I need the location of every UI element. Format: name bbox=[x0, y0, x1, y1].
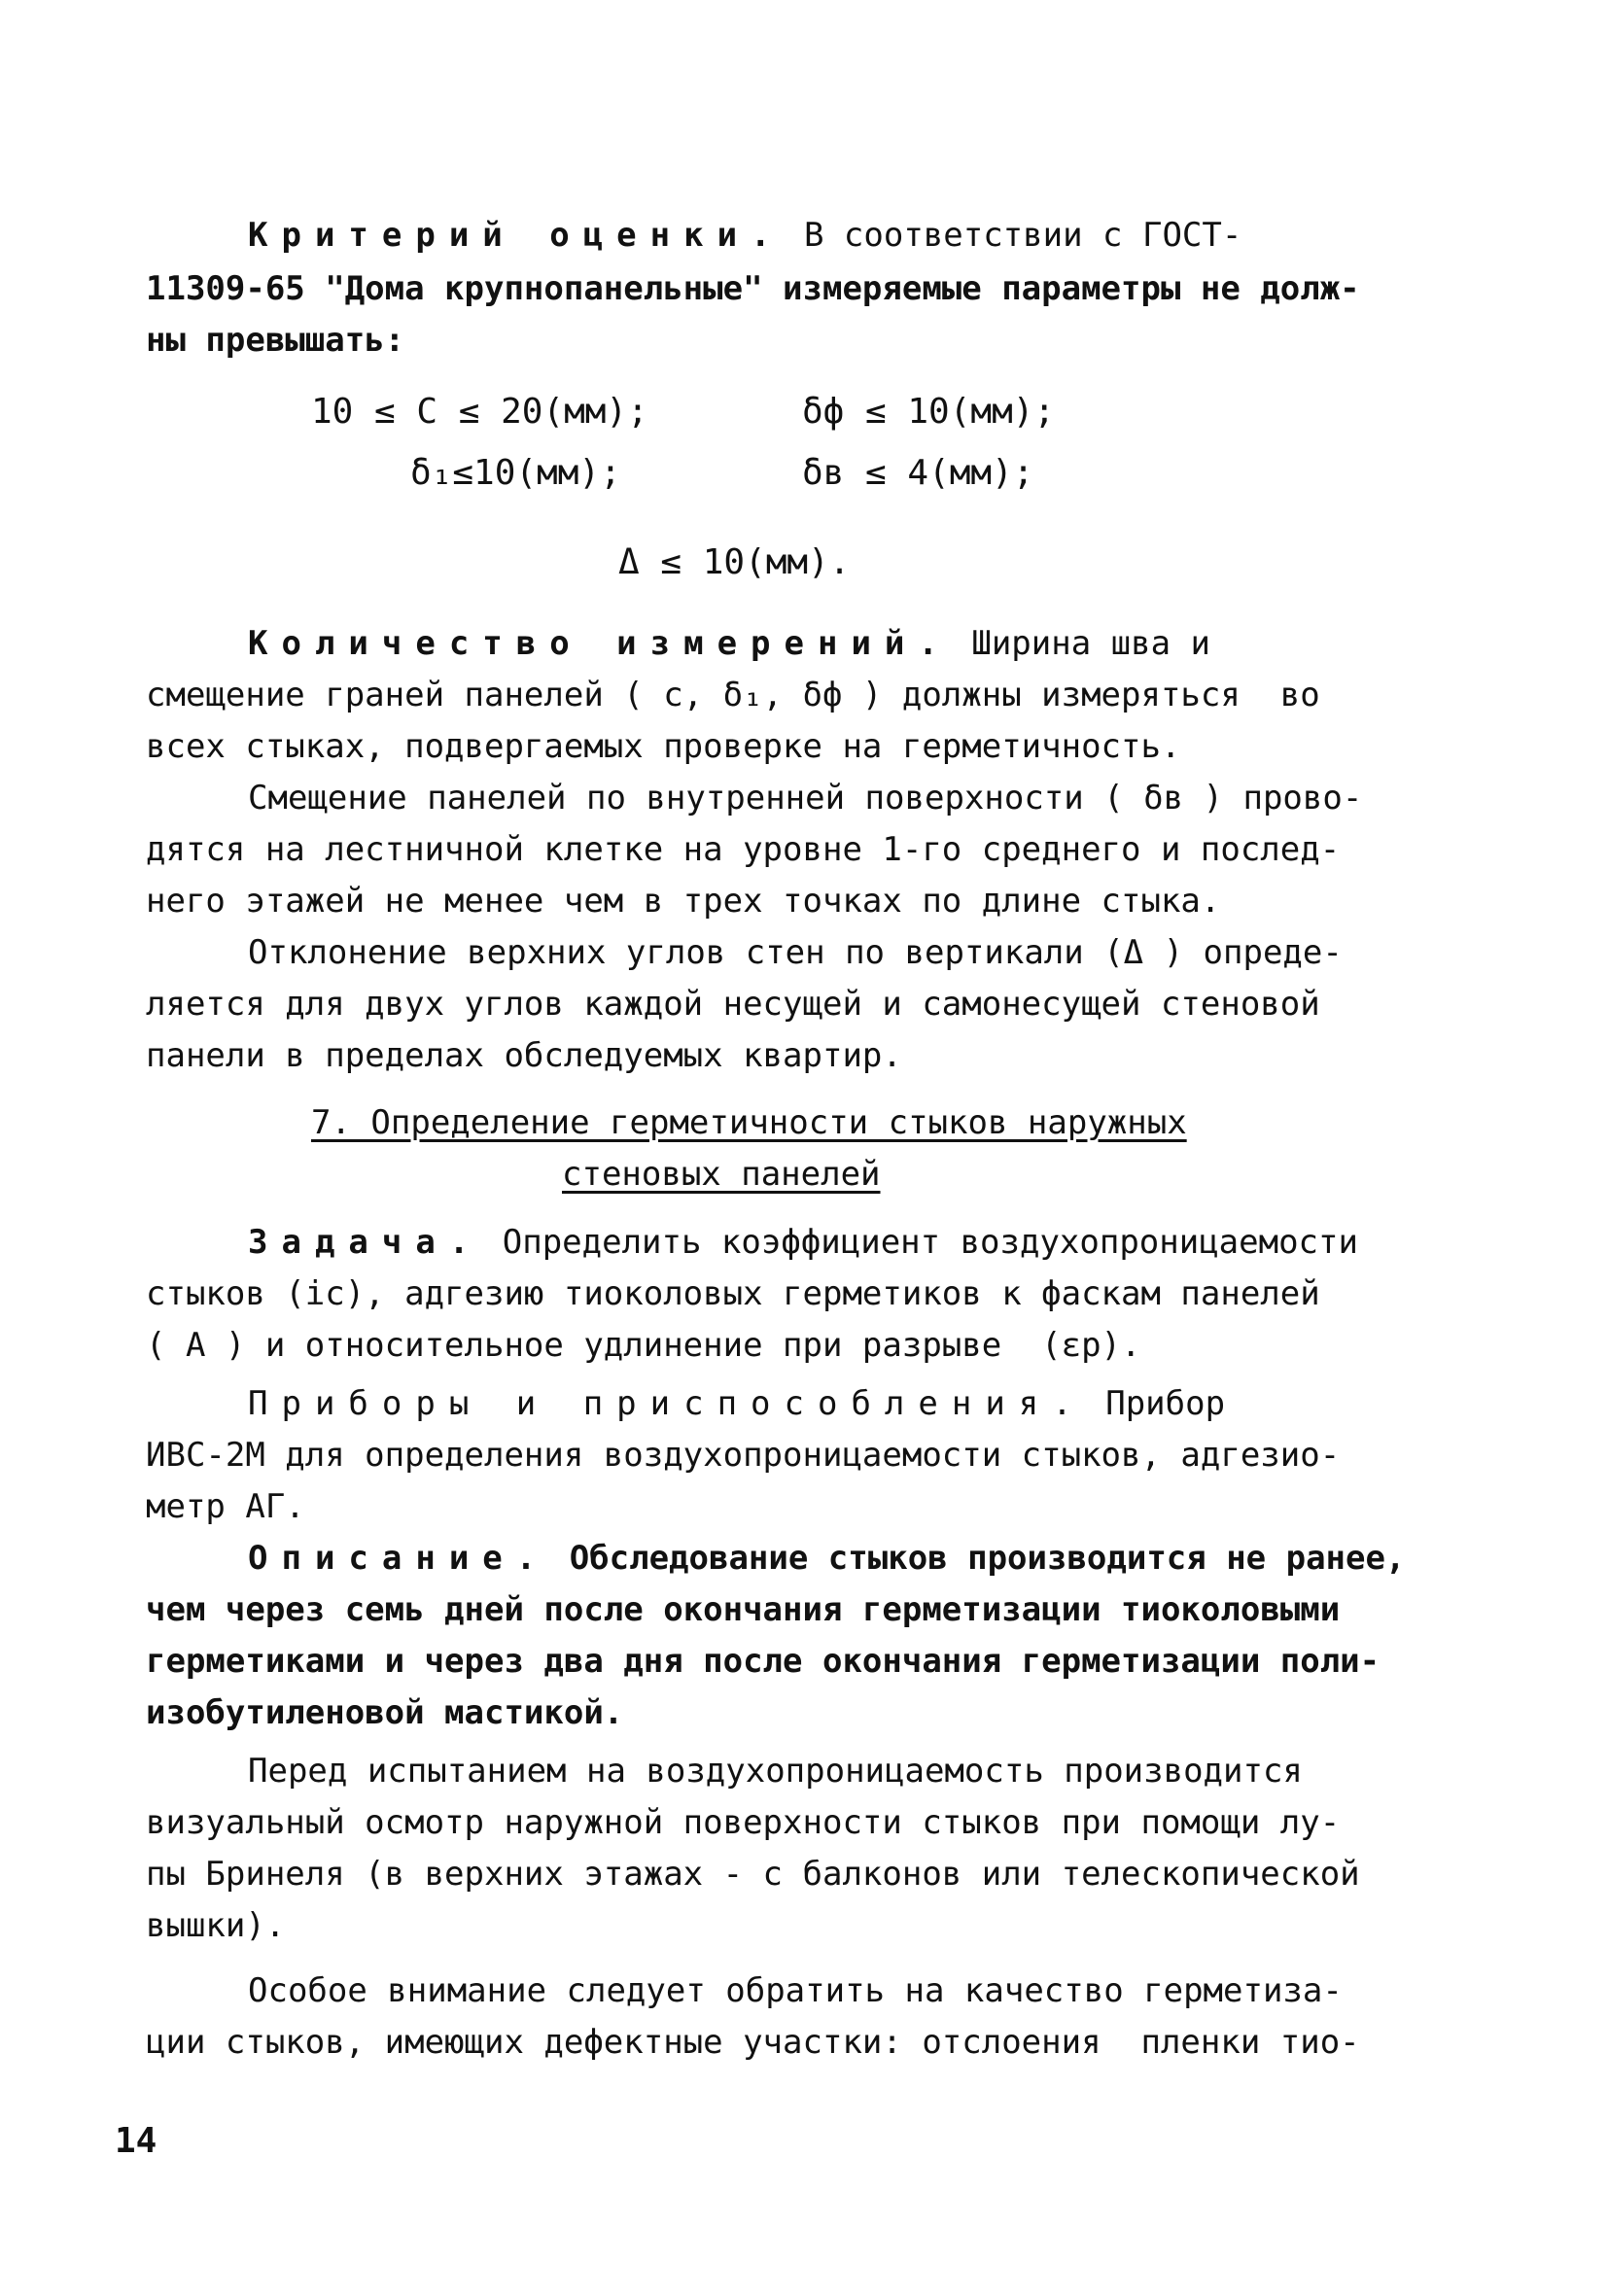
formula-face-offset: δф ≤ 10(мм); bbox=[802, 392, 1056, 432]
description-line-1 bbox=[248, 1539, 1405, 1578]
section-heading-line-2: стеновых панелей bbox=[562, 1155, 881, 1194]
criteria-text: В соответствии с ГОСТ- bbox=[784, 216, 1242, 255]
inspection-line-2: визуальный осмотр наружной поверхности стыков при помощи лу- bbox=[146, 1803, 1341, 1842]
attention-line-1: Особое внимание следует обратить на качество герметиза- bbox=[248, 1971, 1343, 2010]
measurements-p3-line-3: панели в пределах обследуемых квартир. bbox=[146, 1036, 902, 1075]
criteria-line-3: ны превышать: bbox=[146, 321, 405, 360]
devices-line-3: метр АГ. bbox=[146, 1487, 305, 1526]
description-text: Обследование стыков производится не ранее, bbox=[549, 1539, 1406, 1578]
measurements-line-3: всех стыках, подвергаемых проверке на герметичность. bbox=[146, 727, 1181, 766]
task-term: Задача. bbox=[248, 1223, 483, 1262]
devices-line-1 bbox=[248, 1384, 1225, 1423]
devices-line-2: ИВС-2М для определения воздухопроницаемости стыков, адгезио- bbox=[146, 1436, 1341, 1475]
measurements-p2-line-1: Смещение панелей по внутренней поверхности ( δв ) прово- bbox=[248, 779, 1363, 818]
formula-joint-width: 10 ≤ С ≤ 20(мм); bbox=[311, 392, 648, 432]
measurements-term: Количество измерений. bbox=[248, 624, 952, 663]
measurements-p3-line-1: Отклонение верхних углов стен по вертикали (Δ ) опреде- bbox=[248, 933, 1343, 972]
inspection-line-3: пы Бринеля (в верхних этажах - с балконов или телескопической bbox=[146, 1855, 1360, 1894]
task-line-3: ( А ) и относительное удлинение при разрыве (εр). bbox=[146, 1326, 1141, 1365]
measurements-p2-line-3: него этажей не менее чем в трех точках по длине стыка. bbox=[146, 882, 1221, 921]
criteria-term: Критерий оценки. bbox=[248, 216, 785, 255]
formula-vertical-deviation: Δ ≤ 10(мм). bbox=[618, 542, 851, 582]
inspection-line-4: вышки). bbox=[146, 1906, 286, 1945]
devices-text: Прибор bbox=[1085, 1384, 1226, 1423]
task-line-2: стыков (iс), адгезию тиоколовых герметиков к фаскам панелей bbox=[146, 1274, 1320, 1313]
page-number: 14 bbox=[115, 2121, 157, 2161]
measurements-line-1 bbox=[248, 624, 1210, 663]
description-line-2: чем через семь дней после окончания герметизации тиоколовыми bbox=[146, 1590, 1341, 1629]
devices-term: Приборы и приспособления. bbox=[248, 1384, 1086, 1423]
criteria-line-1 bbox=[248, 216, 1241, 255]
criteria-line-2: 11309-65 "Дома крупнопанельные" измеряемые параметры не долж- bbox=[146, 269, 1360, 308]
measurements-p2-line-2: дятся на лестничной клетке на уровне 1-го среднего и послед- bbox=[146, 830, 1341, 869]
task-line-1 bbox=[248, 1223, 1358, 1262]
description-term: Описание. bbox=[248, 1539, 550, 1578]
inspection-line-1: Перед испытанием на воздухопроницаемость производится bbox=[248, 1752, 1303, 1791]
task-text: Определить коэффициент воздухопроницаемости bbox=[482, 1223, 1358, 1262]
measurements-line-2: смещение граней панелей ( с, δ₁, δф ) должны измеряться во bbox=[146, 676, 1320, 714]
measurements-text: Ширина шва и bbox=[951, 624, 1210, 663]
section-heading-line-1: 7. Определение герметичности стыков наружных bbox=[311, 1103, 1187, 1142]
description-line-3: герметиками и через два дня после окончания герметизации поли- bbox=[146, 1642, 1381, 1681]
measurements-p3-line-2: ляется для двух углов каждой несущей и самонесущей стеновой bbox=[146, 985, 1320, 1024]
description-line-4: изобутиленовой мастикой. bbox=[146, 1693, 624, 1732]
attention-line-2: ции стыков, имеющих дефектные участки: отслоения пленки тио- bbox=[146, 2023, 1360, 2062]
formula-delta-1: δ₁≤10(мм); bbox=[410, 453, 621, 493]
formula-inner-offset: δв ≤ 4(мм); bbox=[802, 453, 1034, 493]
